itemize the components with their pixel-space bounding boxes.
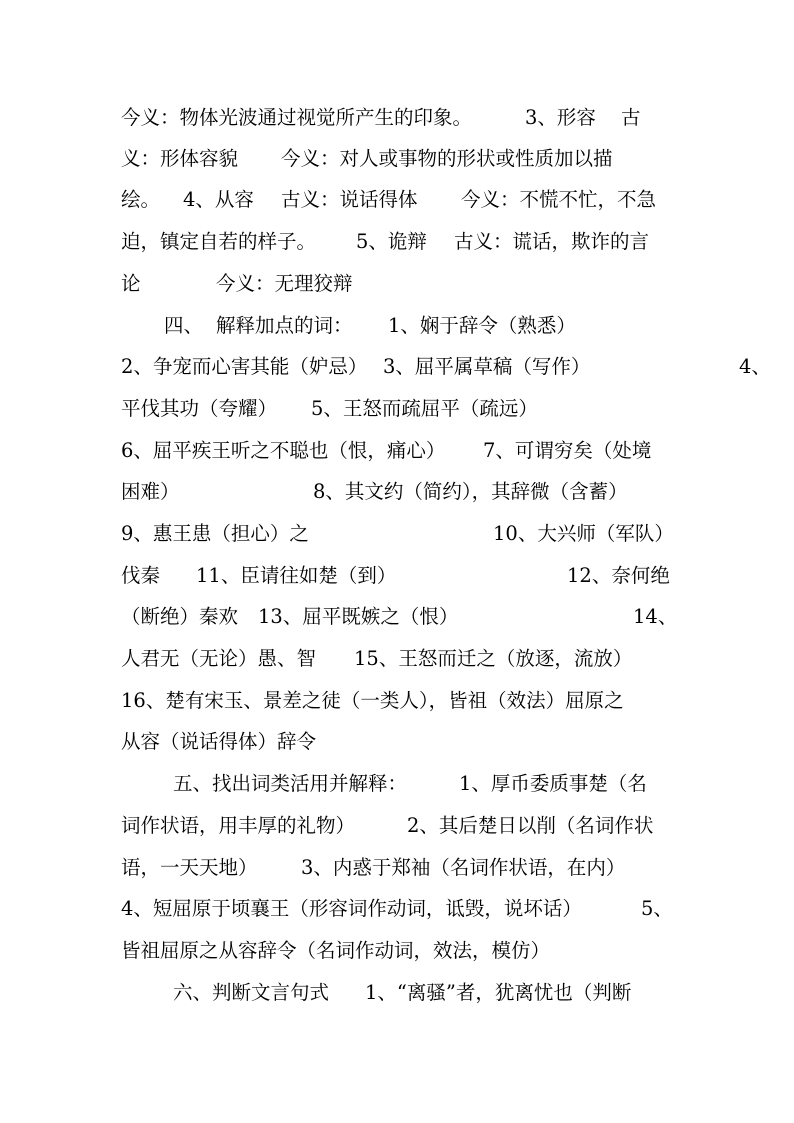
- text-segment: 3、内惑于郑袖（名词作状语，在内）: [301, 856, 626, 879]
- text-line: [121, 847, 681, 889]
- text-line: [121, 430, 681, 472]
- text-line: [121, 763, 681, 805]
- text-segment: 2、其后楚日以削（名词作状: [407, 814, 654, 837]
- text-segment: 12、奈何绝: [567, 564, 670, 587]
- text-segment: 古义：说话得体: [281, 188, 418, 211]
- text-segment: （断绝）秦欢: [121, 605, 239, 628]
- text-line: [121, 97, 681, 139]
- text-segment: 平伐其功（夸耀）: [121, 397, 278, 420]
- text-segment: 解释加点的词：: [216, 314, 353, 337]
- text-segment: 今义：对人或事物的形状或性质加以描: [281, 147, 613, 170]
- text-segment: 从容（说话得体）辞令: [121, 730, 317, 753]
- text-segment: 7、可谓穷矣（处境: [483, 439, 652, 462]
- text-line: [121, 680, 681, 722]
- text-line: [121, 221, 681, 263]
- text-segment: 五、找出词类活用并解释：: [173, 772, 408, 795]
- text-line: [121, 972, 681, 1014]
- text-segment: 论: [121, 272, 141, 295]
- text-segment: 8、其文约（简约），其辞微（含蓄）: [313, 480, 628, 503]
- text-segment: 1、“离骚”者，犹离忧也（判断: [365, 981, 632, 1004]
- text-segment: 义：形体容貌: [121, 147, 239, 170]
- text-segment: 迫，镇定自若的样子。: [121, 230, 317, 253]
- text-segment: 4、短屈原于顷襄王（形容词作动词，诋毁，说坏话）: [121, 897, 582, 920]
- text-segment: 11、臣请往如楚（到）: [196, 564, 397, 587]
- text-segment: 5、诡辩: [356, 230, 427, 253]
- text-segment: 4、: [739, 355, 771, 378]
- text-segment: 3、屈平属草稿（写作）: [383, 355, 591, 378]
- text-segment: 15、王怒而迁之（放逐，流放）: [354, 647, 633, 670]
- text-segment: 5、王怒而疏屈平（疏远）: [311, 397, 538, 420]
- text-segment: 语，一天天地）: [121, 856, 258, 879]
- text-segment: 伐秦: [121, 564, 161, 587]
- text-segment: 13、屈平既嫉之（恨）: [258, 605, 459, 628]
- text-segment: 2、争宠而心害其能（妒忌）: [121, 355, 368, 378]
- text-line: [121, 555, 681, 597]
- text-line: [121, 888, 681, 930]
- text-segment: 词作状语，用丰厚的礼物）: [121, 814, 356, 837]
- text-segment: 绘。: [121, 188, 161, 211]
- text-segment: 4、从容: [183, 188, 254, 211]
- text-line: [121, 638, 681, 680]
- text-segment: 四、: [164, 314, 204, 337]
- text-segment: 人君无（无论）愚、智: [121, 647, 317, 670]
- text-line: [121, 346, 781, 388]
- text-segment: 古: [621, 106, 641, 129]
- text-segment: 5、: [641, 897, 673, 920]
- text-line: [121, 305, 681, 347]
- text-segment: 1、厚币委质事楚（名: [459, 772, 647, 795]
- text-segment: 3、形容: [525, 106, 596, 129]
- text-segment: 古义：谎话，欺诈的言: [454, 230, 650, 253]
- text-line: [121, 179, 681, 221]
- text-segment: 16、楚有宋玉、景差之徒（一类人），皆祖（效法）屈原之: [121, 689, 624, 712]
- text-segment: 10、大兴师（军队）: [493, 522, 674, 545]
- text-line: [121, 263, 681, 305]
- text-segment: 皆祖屈原之从容辞令（名词作动词，效法，模仿）: [121, 939, 551, 962]
- text-line: [121, 930, 681, 972]
- text-segment: 困难）: [121, 480, 180, 503]
- text-line: [121, 471, 681, 513]
- text-segment: 14、: [633, 605, 678, 628]
- text-segment: 今义：不慌不忙，不急: [461, 188, 657, 211]
- text-line: [121, 721, 681, 763]
- text-segment: 6、屈平疾王听之不聪也（恨，痛心）: [121, 439, 446, 462]
- text-segment: 六、判断文言句式: [173, 981, 330, 1004]
- text-segment: 1、娴于辞令（熟悉）: [388, 314, 576, 337]
- text-segment: 9、惠王患（担心）之: [121, 522, 309, 545]
- text-line: [121, 138, 681, 180]
- text-segment: 今义：无理狡辩: [216, 272, 353, 295]
- text-line: [121, 596, 681, 638]
- text-line: [121, 805, 681, 847]
- text-segment: 今义：物体光波通过视觉所产生的印象。: [121, 106, 473, 129]
- text-line: [121, 388, 681, 430]
- text-line: [121, 513, 681, 555]
